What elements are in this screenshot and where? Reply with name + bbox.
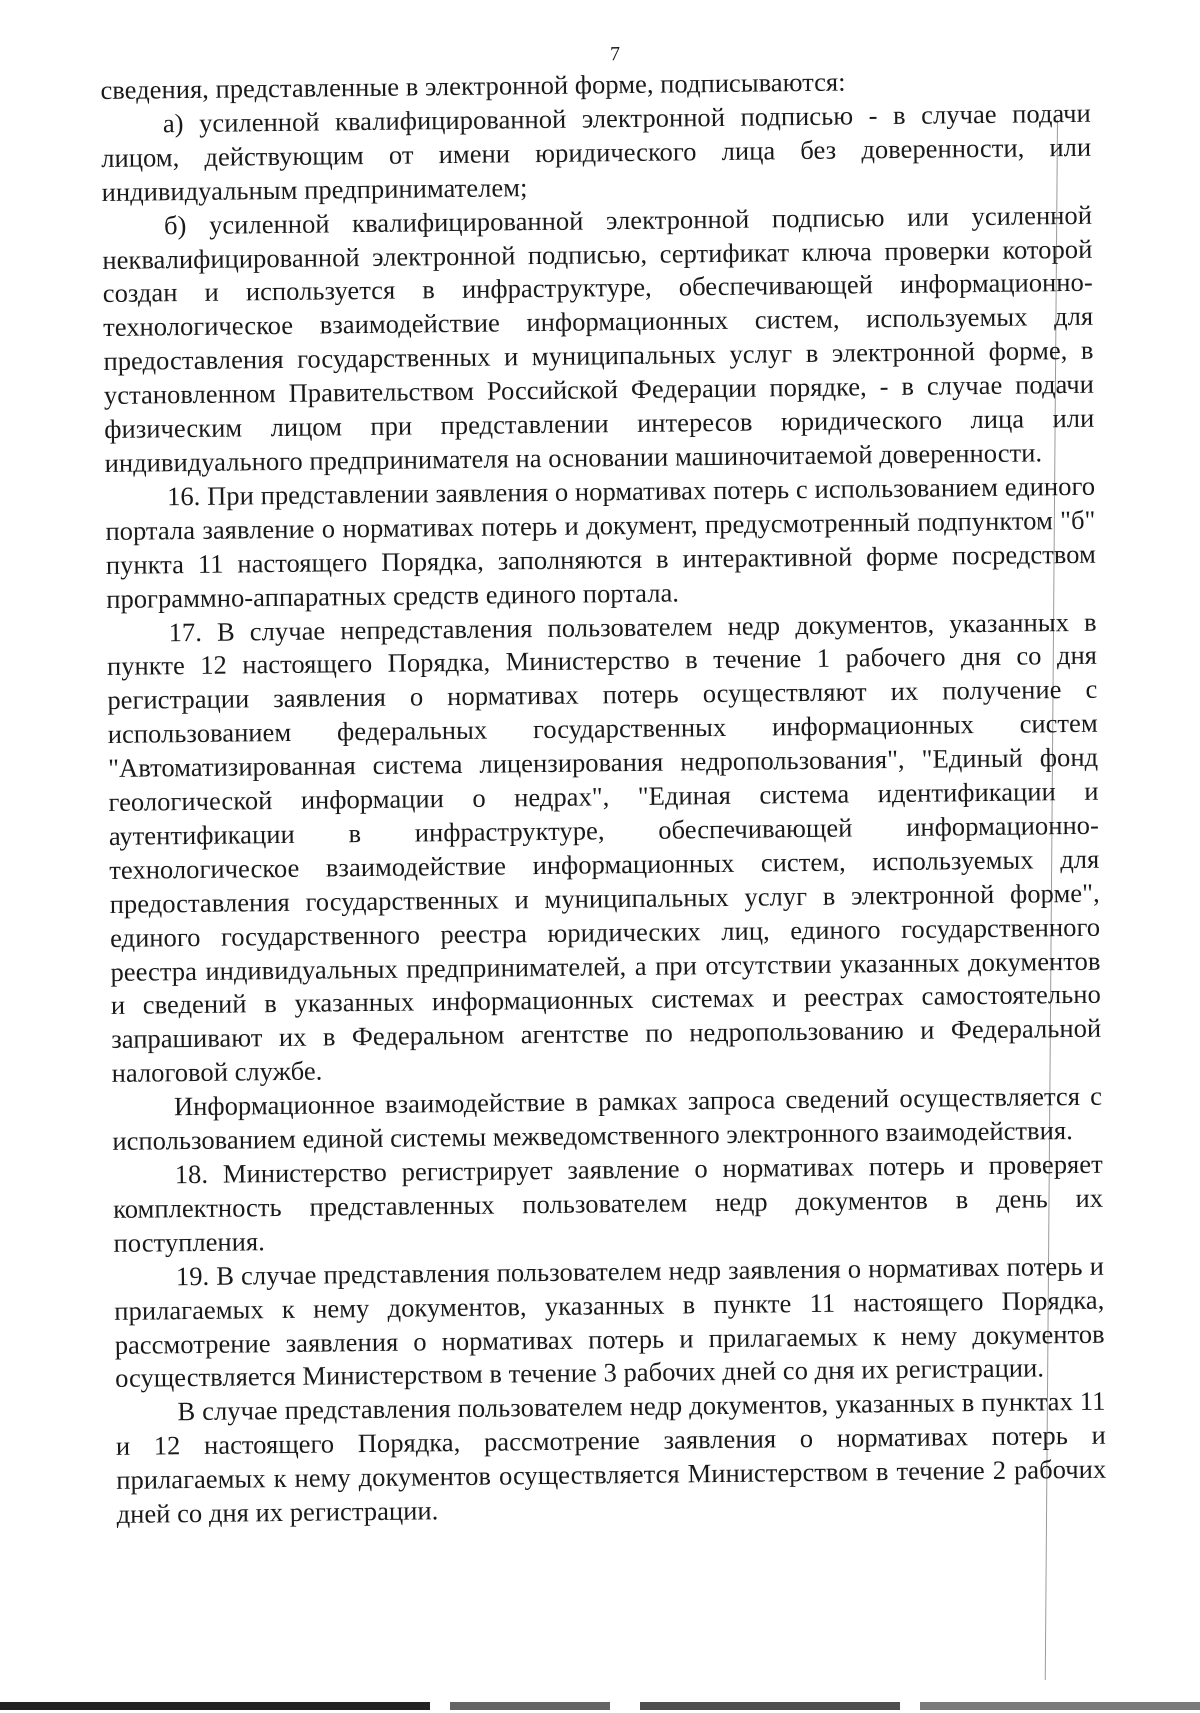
page-number: 7 — [609, 43, 621, 66]
paragraph-16: 16. При представлении заявления о нормативах потерь с использованием единого портала заявление о нормативах потерь и документ, предусмотренный подпунктом "б" пункта 11 настоящего Порядка, заполняются в интерактивной форме посредством программно-аппаратных средств единого портала. — [105, 470, 1096, 614]
paragraph-intro: сведения, представленные в электронной форме, подписываются: — [100, 66, 846, 105]
document-page — [100, 37, 1107, 1532]
paragraph-19: 19. В случае представления пользователем недр заявления о нормативах потерь и прилагаемых к нему документов, указанных в пункте 11 настоящего Порядка, рассмотрение заявления о нормативах потерь и прилагаемых к нему документов осуществляется Министерством в течение 3 рабочих дней со дня их регистрации. — [114, 1250, 1105, 1394]
paragraph-19-second: В случае представления пользователем недр документов, указанных в пунктах 11 и 12 настоящего Порядка, рассмотрение заявления о нормативах потерь и прилагаемых к нему документов осуществляется Министерством в течение 2 рабочих дней со дня их регистрации. — [115, 1386, 1107, 1529]
scan-bottom-edge — [0, 1700, 1200, 1713]
paragraph-subitem-b: б) усиленной квалифицированной электронной подписью или усиленной неквалифицированной электронной подписью, сертификат ключа проверки которой создан и используется в инфраструктуре, обеспечивающей информационно-технологическое взаимодействие информационных систем, используемых для предоставления государственных и муниципальных услуг в электронной форме, в установленном Правительством Российской Федерации порядке, - в случае подачи физическим лицом при представлении интересов юридического лица или индивидуального предпринимателя на основании машиночитаемой доверенности. — [102, 199, 1095, 478]
paragraph-18: 18. Министерство регистрирует заявление о нормативах потерь и проверяет комплектность представленных пользователем недр документов в день их поступления. — [112, 1148, 1104, 1258]
scan-edge-bar — [0, 1702, 430, 1710]
scan-edge-bar — [450, 1702, 610, 1710]
scan-edge-bar — [920, 1702, 1200, 1710]
paragraph-subitem-a: а) усиленной квалифицированной электронной подписью - в случае подачи лицом, действующим от имени юридического лица без доверенности, или индивидуальным предпринимателем; — [101, 97, 1092, 207]
paragraph-17-info-exchange: Информационное взаимодействие в рамках запроса сведений осуществляется с использованием единой системы межведомственного электронного взаимодействия. — [112, 1080, 1103, 1157]
scan-edge-bar — [640, 1702, 900, 1710]
paragraph-17: 17. В случае непредставления пользователем недр документов, указанных в пункте 12 настоящего Порядка, Министерство в течение 1 рабочего дня со дня регистрации заявления о нормативах потерь осуществляют их получение с использованием федеральных государственных информационных систем "Автоматизированная система лицензирования недропользования", "Единый фонд геологической информации о недрах", "Единая система идентификации и аутентификации в инфраструктуре, обеспечивающей информационно-технологическое взаимодействие информационных систем, используемых для предоставления государственных и муниципальных услуг в электронной форме", единого государственного реестра юридических лиц, единого государственного реестра индивидуальных предпринимателей, а при отсутствии указанных документов и сведений в указанных информационных системах и реестрах самостоятельно запрашивают их в Федеральном агентстве по недропользованию и Федеральной налоговой службе. — [106, 606, 1102, 1089]
